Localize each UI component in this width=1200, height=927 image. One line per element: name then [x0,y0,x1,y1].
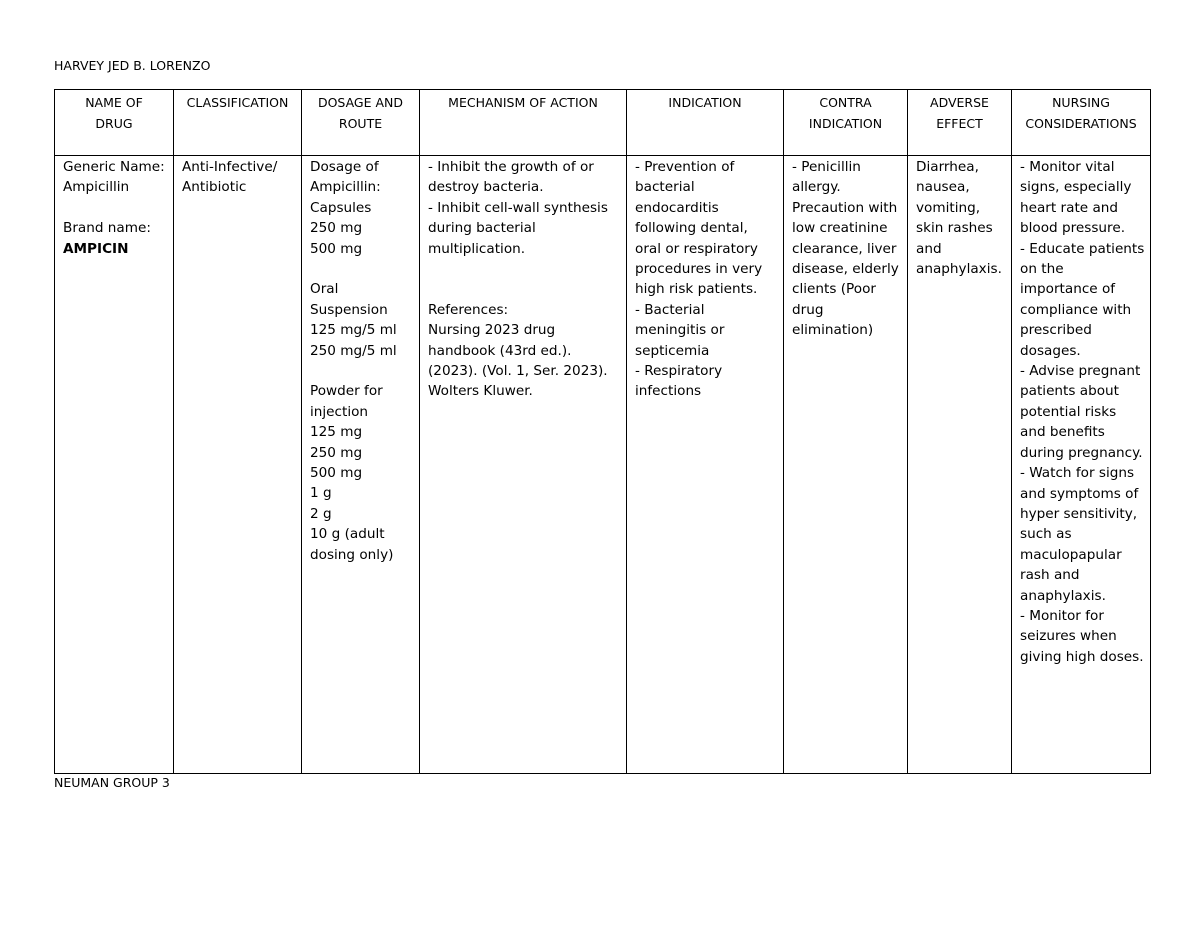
text-line: INDICATION [668,95,742,110]
cell-indication [627,156,784,774]
dosage-injection [310,381,413,565]
text-line: meningitis or [635,322,725,339]
text-line: patients about [1020,383,1119,400]
text-line: oral or respiratory [635,240,758,257]
text-line: injection [310,403,369,420]
text-line: DRUG [95,115,133,131]
text-line: NURSING [1052,95,1110,110]
text-line: and benefits [1020,424,1105,441]
text-line: Anti-Infective/ [182,159,278,175]
text-line: dosing only) [310,546,394,563]
text-line: during pregnancy. [1020,444,1143,461]
group-name: NEUMAN GROUP 3 [54,775,170,790]
text-line: Nursing 2023 drug [428,322,556,339]
text-line: 2 g [310,505,332,522]
text-line: during bacterial [428,220,536,237]
text-line: References: [428,301,509,318]
text-line: heart rate and [1020,199,1119,216]
text-line: 250 mg/5 ml [310,342,397,359]
text-line: INDICATION [808,115,883,131]
text-line: clients (Poor [792,281,876,298]
text-line: 125 mg/5 ml [310,322,397,339]
text-line: - Bacterial [635,301,705,318]
text-line: - Prevention of [635,159,735,175]
text-line: CONTRA [819,95,872,110]
text-line: such as [1020,526,1072,543]
text-line: 500 mg [310,240,363,257]
text-line: giving high doses. [1020,648,1144,665]
header-adverse-effect [908,90,1012,156]
text-line: CONSIDERATIONS [1025,115,1137,131]
text-line: (2023). (Vol. 1, Ser. 2023). [428,363,608,380]
text-line: septicemia [635,342,710,359]
header-contra-indication [784,90,908,156]
text-line: dosages. [1020,342,1081,359]
header-indication [627,90,784,156]
text-line: handbook (43rd ed.). [428,342,572,359]
text-line: anaphylaxis. [916,261,1002,278]
text-line: Antibiotic [182,179,247,196]
text-line: hyper sensitivity, [1020,505,1138,522]
text-line: seizures when [1020,628,1117,645]
text-line: NAME OF [85,95,143,110]
text-line: signs, especially [1020,179,1132,196]
generic-name-value: Ampicillin [63,179,130,196]
text-line: drug [792,301,824,318]
text-line: prescribed [1020,322,1092,339]
text-line: disease, elderly [792,261,899,278]
text-line: maculopapular [1020,546,1122,563]
text-line: - Watch for signs [1020,465,1135,482]
text-line: Diarrhea, [916,159,979,175]
text-line: Suspension [310,301,388,318]
text-line: - Advise pregnant [1020,363,1141,380]
text-line: 250 mg [310,220,363,237]
cell-classification [174,156,302,774]
cell-name-of-drug [55,156,174,774]
generic-name-label: Generic Name: [63,159,165,175]
text-line: potential risks [1020,403,1117,420]
cell-adverse-effect [908,156,1012,774]
text-line: infections [635,383,702,400]
header-classification [174,90,302,156]
text-line: Ampicillin: [310,179,381,196]
drug-study-table [54,89,1151,774]
header-mechanism-of-action [420,90,627,156]
text-line: clearance, liver [792,240,897,257]
text-line: destroy bacteria. [428,179,544,196]
text-line: 250 mg [310,444,363,461]
references-text [428,300,620,402]
text-line: importance of [1020,281,1116,298]
text-line: MECHANISM OF ACTION [448,95,598,110]
text-line: multiplication. [428,240,526,257]
header-nursing-considerations [1012,90,1151,156]
text-line: - Penicillin [792,159,861,175]
table-header-row [55,90,1151,156]
text-line: Oral [310,281,339,298]
text-line: anaphylaxis. [1020,587,1106,604]
text-line: - Inhibit the growth of or [428,159,594,175]
cell-nursing-considerations [1012,156,1151,774]
text-line: DOSAGE AND [317,95,404,110]
text-line: procedures in very [635,261,763,278]
text-line: rash and [1020,567,1080,584]
text-line: Dosage of [310,159,379,175]
text-line: endocarditis [635,199,719,216]
text-line: and [916,240,942,257]
text-line: skin rashes [916,220,993,237]
text-line: - Monitor for [1020,607,1104,624]
brand-name-label: Brand name: [63,220,151,237]
text-line: high risk patients. [635,281,758,298]
text-line: 500 mg [310,465,363,482]
text-line: - Educate patients [1020,240,1145,257]
text-line: CLASSIFICATION [186,95,289,110]
text-line: ROUTE [338,115,383,131]
text-line: - Inhibit cell-wall synthesis [428,199,608,216]
text-line: elimination) [792,322,874,339]
cell-contra-indication [784,156,908,774]
text-line: Wolters Kluwer. [428,383,533,400]
mechanism-text [428,157,620,259]
text-line: on the [1020,261,1064,278]
text-line: 1 g [310,485,332,502]
text-line: compliance with [1020,301,1132,318]
text-line: bacterial [635,179,695,196]
text-line: - Respiratory [635,363,723,380]
text-line: following dental, [635,220,748,237]
text-line: low creatinine [792,220,888,237]
text-line: Capsules [310,199,372,216]
text-line: EFFECT [936,115,983,131]
text-line: Powder for [310,383,383,400]
table-row [55,156,1151,774]
text-line: and symptoms of [1020,485,1139,502]
text-line: vomiting, [916,199,981,216]
header-dosage-and-route [302,90,420,156]
cell-mechanism-of-action [420,156,627,774]
text-line: nausea, [916,179,970,196]
text-line: Precaution with [792,199,898,216]
brand-name-value: AMPICIN [63,240,129,257]
dosage-oral-suspension [310,279,413,361]
text-line: allergy. [792,179,841,196]
author-name: HARVEY JED B. LORENZO [54,58,211,73]
text-line: ADVERSE [930,95,989,110]
text-line: blood pressure. [1020,220,1126,237]
text-line: - Monitor vital [1020,159,1115,175]
cell-dosage-and-route [302,156,420,774]
text-line: 10 g (adult [310,526,385,543]
header-name-of-drug [55,90,174,156]
text-line: 125 mg [310,424,363,441]
dosage-capsules [310,157,413,259]
